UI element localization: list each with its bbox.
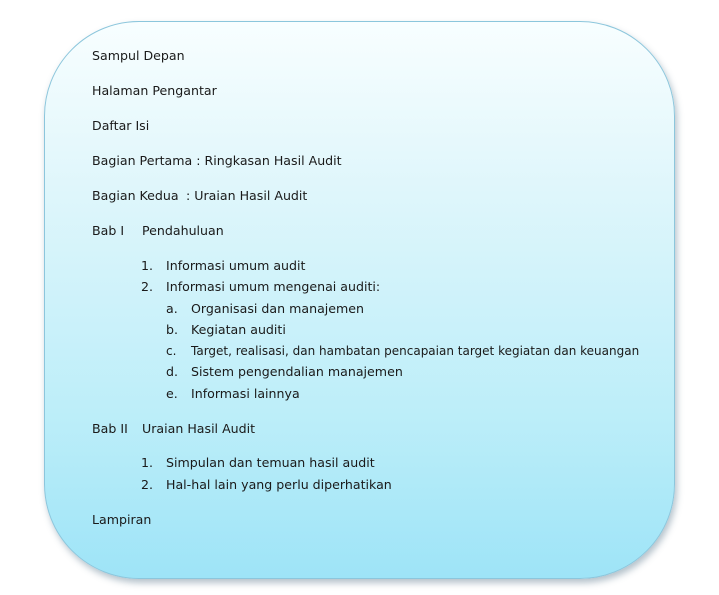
chapter-two-title: Uraian Hasil Audit [142,421,256,436]
chapter-two-label: Bab II [92,421,128,436]
part-two-label: Bagian Kedua [92,188,179,203]
list-number: 1. [141,455,154,470]
sublist-item [166,301,364,317]
sublist-text: Target, realisasi, dan hambatan pencapaian target kegiatan dan keuangan [191,344,640,358]
list-number: 2. [141,279,154,294]
item-appendix: Lampiran [92,512,152,527]
list-item [141,477,392,493]
sublist-item [166,364,403,380]
sublist-text: Sistem pengendalian manajemen [191,364,403,379]
sublist-item [166,343,639,359]
part-one-label: Bagian Pertama [92,153,193,168]
sublist-text: Informasi lainnya [191,386,300,401]
chapter-one-heading [92,223,224,239]
list-text: Informasi umum mengenai auditi: [166,279,381,294]
part-one-separator: : [196,153,201,168]
part-two-separator: : [186,188,191,203]
sublist-item [166,386,300,402]
sublist-text: Organisasi dan manajemen [191,301,365,316]
item-foreword: Halaman Pengantar [92,83,217,98]
list-item [141,455,375,471]
list-text: Informasi umum audit [166,258,306,273]
list-item [141,279,380,295]
sublist-text: Kegiatan auditi [191,322,286,337]
list-text: Simpulan dan temuan hasil audit [166,455,375,470]
item-part-two [92,188,307,204]
chapter-two-heading [92,421,255,437]
part-one-title: Ringkasan Hasil Audit [204,153,342,168]
sublist-letter: c. [166,344,177,358]
list-number: 1. [141,258,154,273]
sublist-letter: e. [166,386,178,401]
chapter-one-label: Bab I [92,223,125,238]
sublist-item [166,322,286,338]
sublist-letter: a. [166,301,178,316]
rounded-content-panel [44,21,675,579]
item-part-one [92,153,342,169]
sublist-letter: d. [166,364,178,379]
sublist-letter: b. [166,322,178,337]
part-two-title: Uraian Hasil Audit [194,188,308,203]
item-toc: Daftar Isi [92,118,150,133]
chapter-one-title: Pendahuluan [142,223,224,238]
list-text: Hal-hal lain yang perlu diperhatikan [166,477,392,492]
list-number: 2. [141,477,154,492]
list-item [141,258,305,274]
item-cover: Sampul Depan [92,48,185,63]
